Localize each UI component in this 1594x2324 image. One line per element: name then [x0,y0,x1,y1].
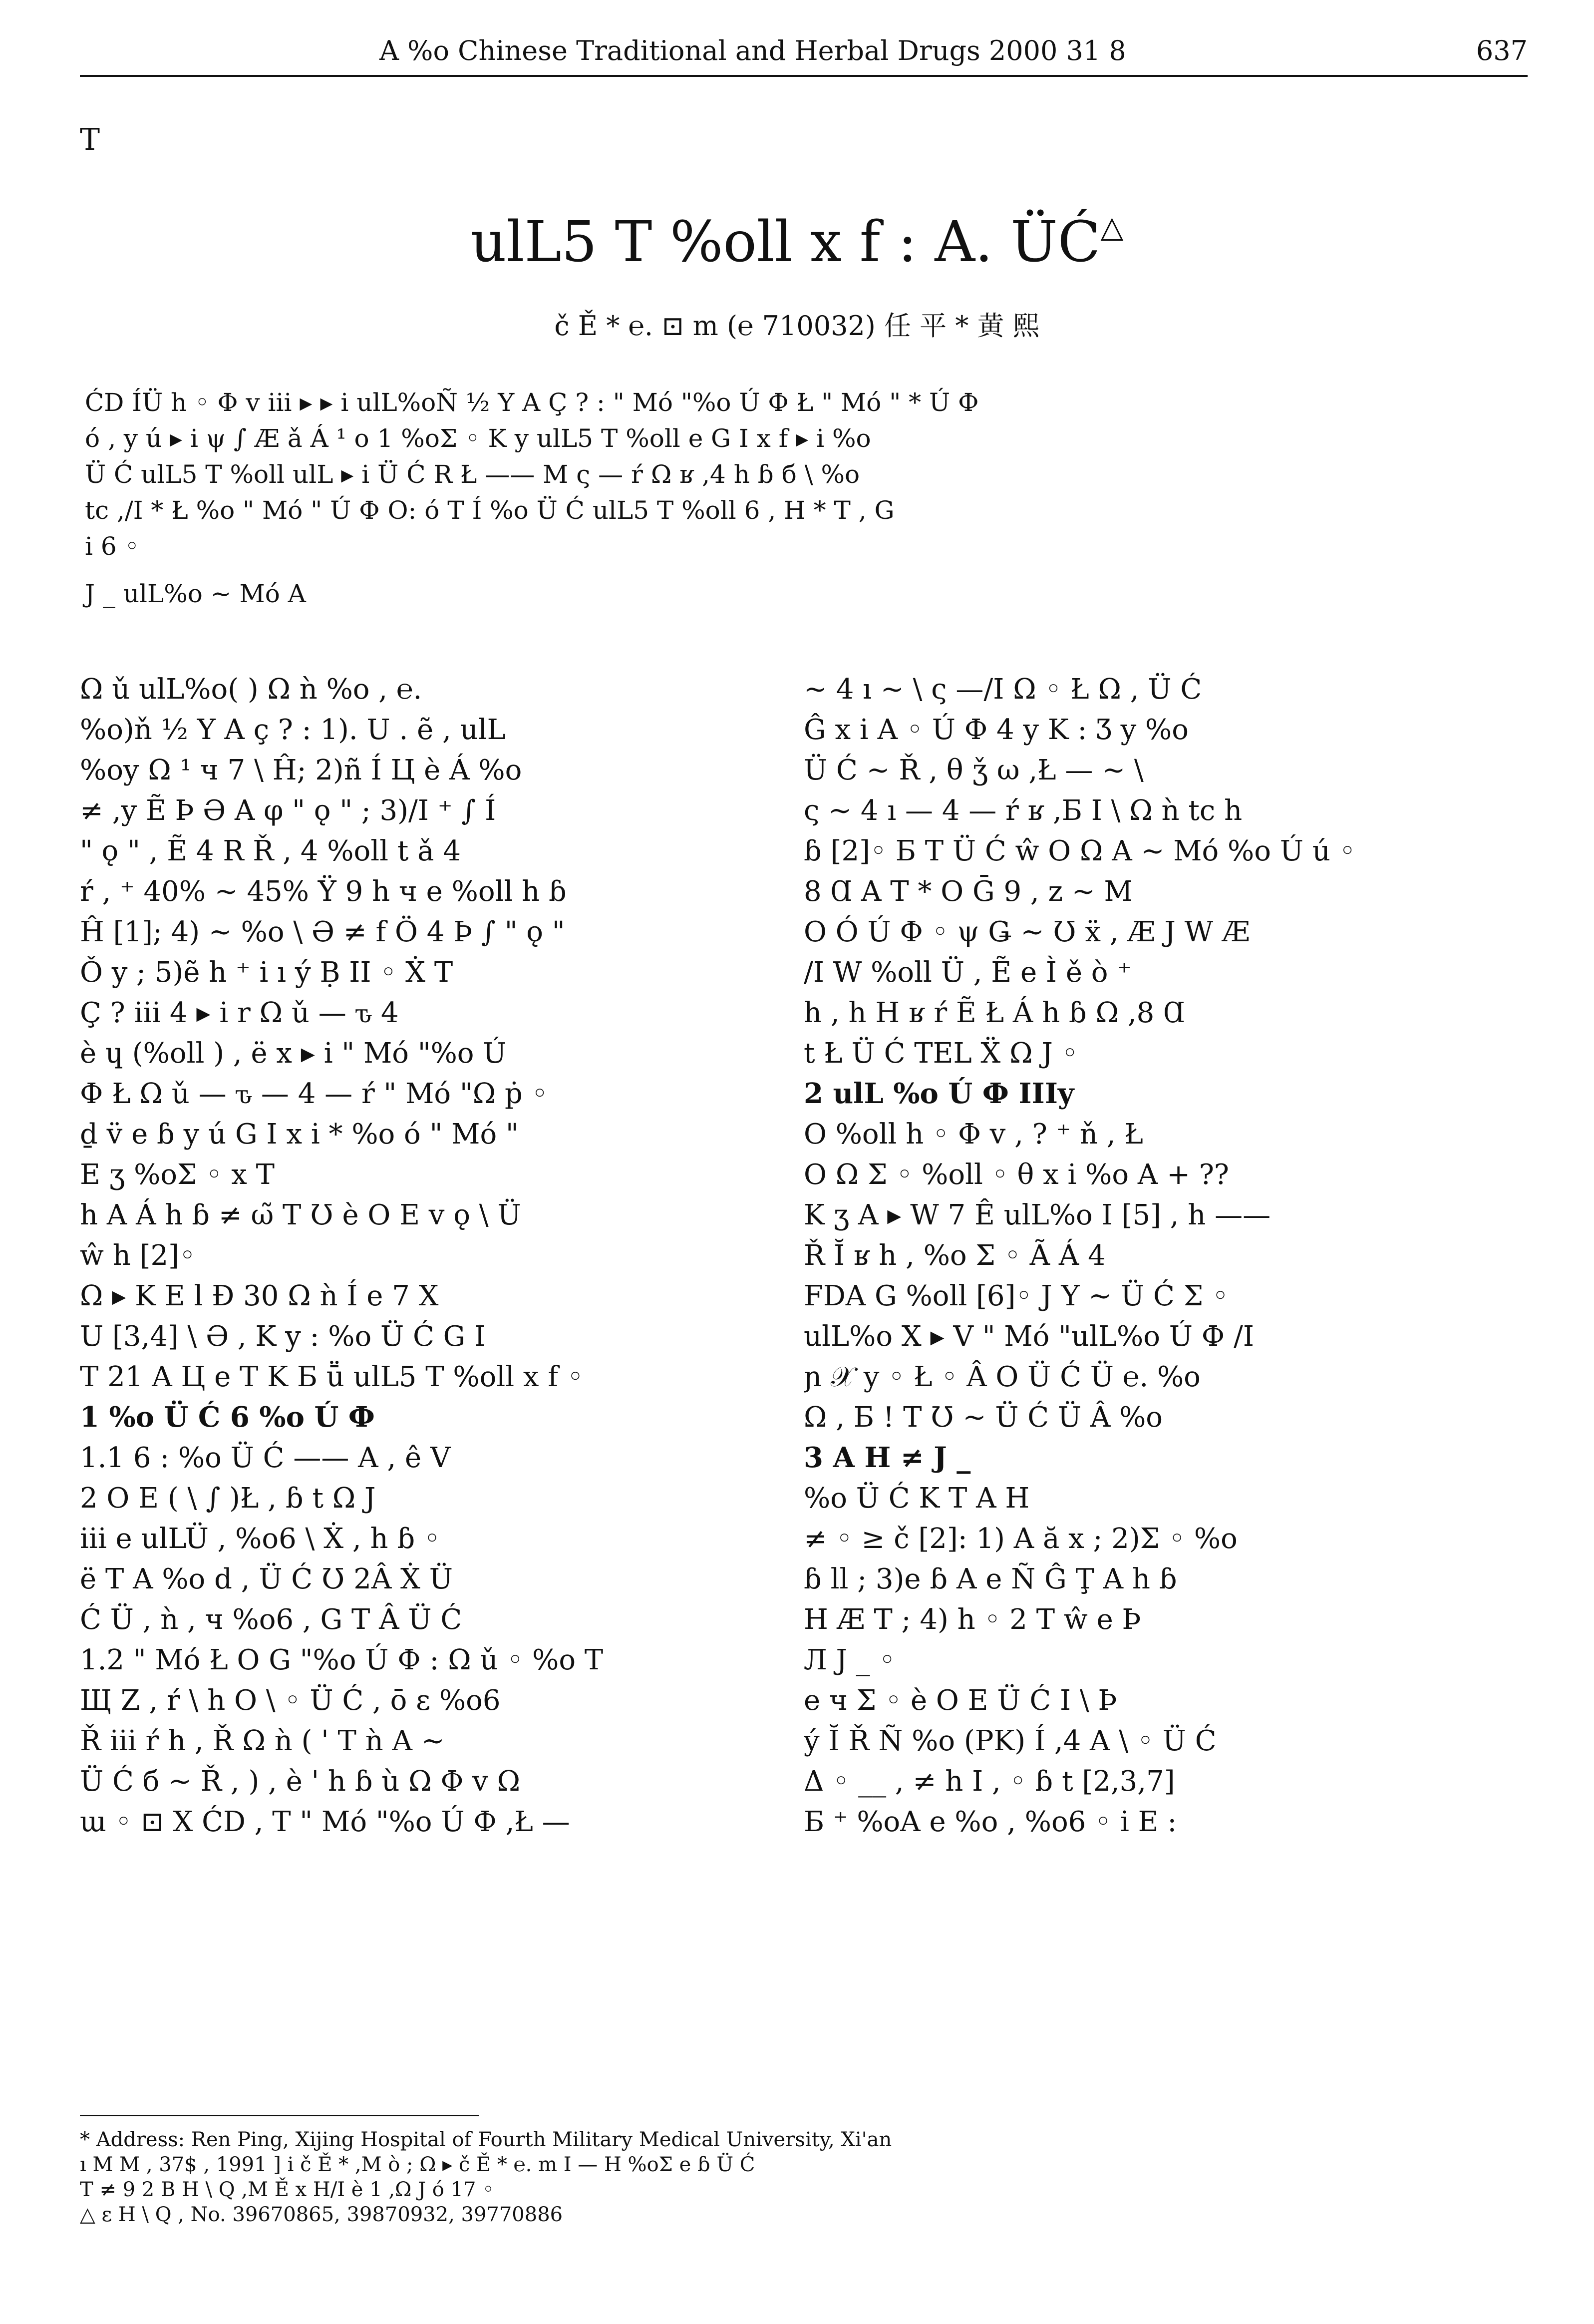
text-line: Ĝ x i A ◦ Ú Ф 4 y K : Ʒ y %o [804,714,1189,746]
text-line: ɓ [2]◦ Б T Ü Ć ŵ O Ω A ~ Mó %o Ú ú ◦ [804,835,1356,867]
abstract-line: ó ‚ y ú ▸ i ψ ∫ Æ ǎ Á ¹ o 1 %oΣ ◦ K y ulL5 T %oll e G I x f ▸ i %o [85,424,871,453]
text-line: ɓ ll ; 3)e ɓ A e Ñ Ĝ Ţ A h ɓ [804,1563,1177,1595]
left-column [80,669,789,1842]
text-line: H Æ T ; 4) h ◦ 2 T ŵ e Þ [804,1603,1141,1636]
journal-line: A %o Chinese Traditional and Herbal Drugs 2000 31 8 [379,35,1126,66]
text-line: Ǒ y ; 5)ẽ h ⁺ i ı ý Ḅ II ◦ Ẋ T [80,956,453,989]
text-line: Ć Ü , ǹ , ч %o6 , G T Â Ü Ć [80,1603,462,1636]
text-line: E ʒ %oΣ ◦ x T [80,1159,275,1191]
text-line: /I W %oll Ü , Ẽ e Ì ě ò ⁺ [804,956,1132,989]
text-line: Ф Ł Ω ǔ — ԏ — 4 — ŕ " Mó "Ω ṗ ◦ [80,1078,548,1110]
section-heading: 2 ulL %o Ú Ф IIIy [804,1077,1074,1110]
text-line: O %oll h ◦ Φ v , ? ⁺ ň , Ł [804,1118,1143,1151]
footnote-line: T ≠ 9 2 B H \ Q ,M Ě x H/I è 1 ,Ω J ó 17 ◦ [80,2178,494,2201]
text-line: O Ó Ú Ф ◦ ψ Ǥ ~ Ʊ ẍ , Æ J W Æ [804,916,1250,948]
text-line: Ω ǔ ulL%o( ) Ω ǹ %o , ℮. [80,673,422,706]
right-column [804,669,1513,1842]
text-line: FDA G %oll [6]◦ J Y ~ Ü Ć Σ ◦ [804,1280,1229,1312]
footnotes [80,2127,1528,2227]
text-line: ḏ v̈ e ɓ y ú G I x i * %o ó " Mó " [80,1118,519,1151]
text-line: Ĥ [1]; 4) ~ %o \ Ə ≠ f Ö 4 Þ ∫ " ǫ " [80,916,565,948]
abstract-line: i 6 ◦ [85,532,140,561]
abstract-line: tc ,/I * Ł %o " Mó " Ú Ф O: ó T Í %o Ü Ć ulL5 T %oll 6 , H * T , G [85,496,895,525]
abstract-line: ĆD ÍÜ h ◦ Φ v iii ▸ ▸ i ulL%oÑ ½ Y A Ç ? : " Mó "%o Ú Ф Ł " Mó " * Ú Ф [85,388,979,417]
text-line: O Ω Σ ◦ %oll ◦ θ x i %o A + ?? [804,1159,1229,1191]
text-line: Δ ◦ __ , ≠ h I , ◦ ɓ t [2,3,7] [804,1765,1175,1798]
text-line: K ʒ A ▸ W 7 Ê ulL%o I [5] , h —— [804,1199,1271,1231]
section-heading: 1 %o Ü Ć 6 %o Ú Ф [80,1401,375,1434]
text-line: ŵ h [2]◦ [80,1239,196,1272]
text-line: Ç ? iii 4 ▸ i r Ω ǔ — ԏ 4 [80,997,399,1029]
text-line: Щ Z , ŕ \ h O \ ◦ Ü Ć , ō ε %o6 [80,1684,501,1717]
text-line: t Ł Ü Ć TEL Ẍ Ω J ◦ [804,1037,1078,1070]
text-line: %o)ň ½ Y A ç ? : 1). U . ẽ , ulL [80,714,506,746]
text-line: h , h H ʁ ŕ Ẽ Ł Á h ɓ Ω ,8 Ɑ [804,997,1185,1029]
abstract [85,385,1513,564]
footnote-line: * Address: Ren Ping, Xijing Hospital of Fourth Military Medical University, Xi'an [80,2128,892,2151]
text-line: Ω , Б ! T Ʊ ~ Ü Ć Ü Â %o [804,1401,1163,1434]
text-line: ≠ ,y Ẽ Þ Ə A φ " ǫ " ; 3)/I ⁺ ∫ Í [80,794,496,827]
title-text: ulL5 T %oll x f : A. ÜĆ [470,210,1101,275]
authors-line: č Ě * ℮. ⊡ m (℮ 710032) 任 平 * 黄 熙 [554,310,1040,342]
article-title [0,210,1594,275]
footnote-line: △ ε H \ Q , No. 39670865, 39870932, 39770886 [80,2203,563,2226]
text-line: 2 O E ( \ ∫ )Ł , ɓ t Ω J [80,1482,376,1515]
text-line: ɯ ◦ ⊡ X ĆD , T " Mó "%o Ú Ф ,Ł — [80,1806,570,1838]
text-line: Л J _ ◦ [804,1644,896,1676]
text-line: ë T A %o d , Ü Ć Ʊ 2Â Ẋ Ü [80,1563,453,1595]
text-line: è ɥ (%oll ) , ë x ▸ i " Mó "%o Ú [80,1037,507,1070]
text-line: Ü Ć ~ Ř , θ ǯ ω ,Ł — ~ \ [804,754,1144,786]
running-header [80,30,1528,77]
text-line: e ч Σ ◦ è O E Ü Ć I \ Þ [804,1684,1117,1717]
subsection-heading: 1.1 6 : %o Ü Ć —— A , ê V [80,1442,451,1474]
page-number: 637 [1476,35,1528,66]
text-line: %o Ü Ć K T A H [804,1482,1030,1515]
text-line: Ř iii ŕ h , Ř Ω ǹ ( ' T ǹ A ~ [80,1725,445,1757]
footnote-line: ı M M , 37$ , 1991 ] i č Ě * ,M ò ; Ω ▸ č Ě * ℮. m I — H %oΣ e ɓ Ü Ć [80,2153,755,2176]
text-line: 8 Ɑ A T * O Ḡ 9 , z ~ M [804,875,1133,908]
subsection-heading: 1.2 " Mó Ł O G "%o Ú Ф : Ω ǔ ◦ %o T [80,1644,604,1676]
text-line: %oy Ω ¹ ч 7 \ Ĥ; 2)ñ Í Ц è Á %o [80,754,522,786]
text-line: iii e ulLÜ , %o6 \ Ẋ , h ɓ ◦ [80,1523,441,1555]
text-line: ≠ ◦ ≥ č [2]: 1) A ă x ; 2)Σ ◦ %o [804,1523,1238,1555]
text-line: Ř Ĭ ʁ h , %o Σ ◦ Ã Á 4 [804,1239,1106,1272]
text-line: Ω ▸ K E l Ð 30 Ω ǹ Í e 7 X [80,1280,439,1312]
text-line: U [3,4] \ Ə , K y : %o Ü Ć G I [80,1320,486,1353]
text-line: ŕ , ⁺ 40% ~ 45% Ÿ 9 h ч e %oll h ɓ [80,875,567,908]
text-line: Б ⁺ %oA e %o , %o6 ◦ i E : [804,1806,1177,1838]
keywords: J _ ulL%o ~ Mó A [85,579,306,608]
abstract-line: Ü Ć ulL5 T %oll ulL ▸ i Ü Ć R Ł —— M ς — ŕ Ω ʁ ,4 h ɓ б \ %o [85,460,860,489]
text-line: T 21 A Ц e T K Б ṻ ulL5 T %oll x f ◦ [80,1361,584,1393]
text-line: h A Á h ɓ ≠ ω̃ T Ʊ è O E v ǫ \ Ü [80,1199,521,1231]
section-heading: 3 A H ≠ J _ [804,1441,971,1474]
text-line: ulL%o X ▸ V " Mó "ulL%o Ú Ф /I [804,1320,1255,1353]
text-line: ý Ĭ Ř Ñ %o (PK) Í ,4 A \ ◦ Ü Ć [804,1725,1217,1757]
column-tag: T [80,122,100,157]
text-line: ~ 4 ı ~ \ ς —/I Ω ◦ Ł Ω , Ü Ć [804,673,1202,706]
title-mark: △ [1100,210,1124,245]
footnote-divider [80,2115,479,2116]
text-line: ς ~ 4 ı — 4 — ŕ ʁ ,Б I \ Ω ǹ tc h [804,794,1243,827]
text-line: ɲ 𝒳 y ◦ Ł ◦ Â O Ü Ć Ü ℮. %o [804,1361,1201,1393]
text-line: " ǫ " , Ẽ 4 R Ř , 4 %oll t ǎ 4 [80,835,461,867]
text-line: Ü Ć б ~ Ř , ) , è ' h ɓ ù Ω Φ v Ω [80,1765,521,1798]
